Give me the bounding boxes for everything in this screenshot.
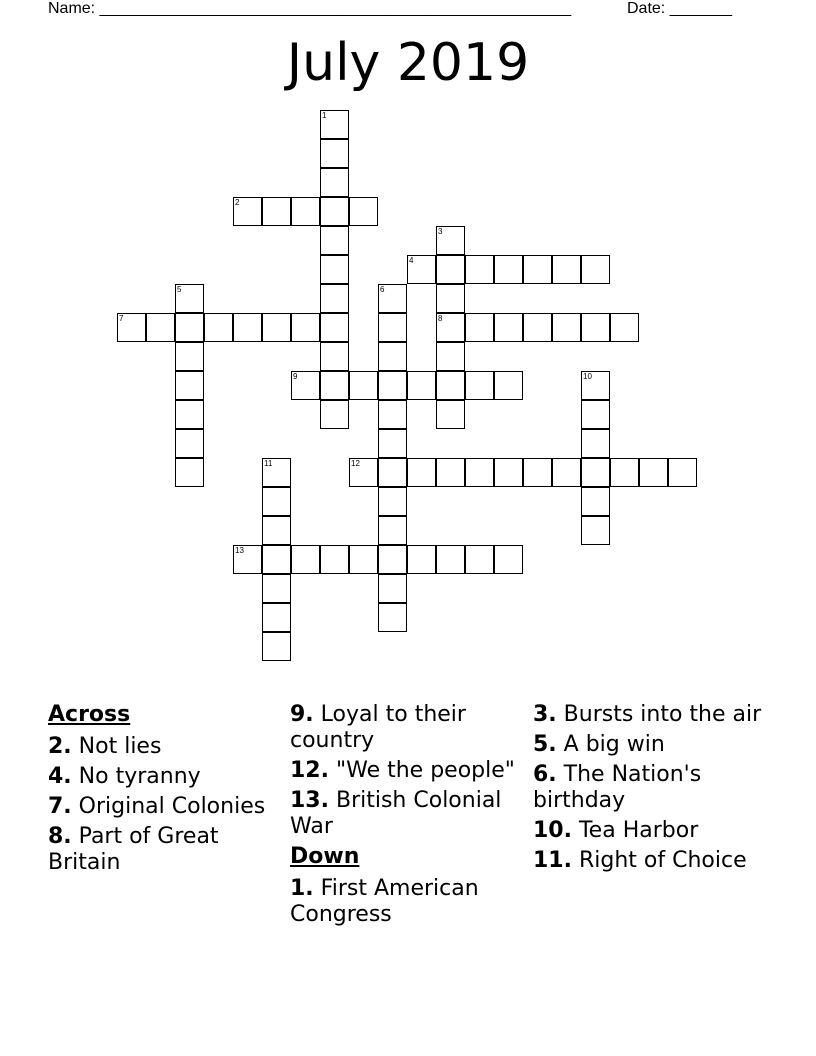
grid-cell[interactable] — [320, 284, 349, 313]
grid-cell[interactable] — [175, 458, 204, 487]
grid-cell[interactable] — [552, 255, 581, 284]
cell-number-8: 8 — [438, 314, 443, 323]
grid-cell[interactable] — [146, 313, 175, 342]
grid-cell[interactable] — [494, 458, 523, 487]
grid-cell[interactable] — [668, 458, 697, 487]
grid-cell[interactable] — [349, 197, 378, 226]
grid-cell[interactable] — [436, 458, 465, 487]
down-clue-11: 11. Right of Choice — [533, 848, 747, 873]
grid-cell[interactable] — [436, 400, 465, 429]
grid-cell[interactable] — [378, 429, 407, 458]
grid-cell[interactable] — [262, 574, 291, 603]
clues-column-1 — [48, 702, 284, 880]
grid-cell[interactable] — [175, 313, 204, 342]
cell-number-9: 9 — [293, 372, 298, 381]
cell-number-1: 1 — [322, 111, 327, 120]
grid-cell[interactable] — [378, 342, 407, 371]
grid-cell[interactable] — [349, 545, 378, 574]
cell-number-5: 5 — [177, 285, 182, 294]
grid-cell[interactable] — [581, 458, 610, 487]
grid-cell[interactable] — [610, 313, 639, 342]
grid-cell[interactable] — [465, 313, 494, 342]
grid-cell[interactable] — [610, 458, 639, 487]
grid-cell[interactable] — [639, 458, 668, 487]
grid-cell[interactable] — [320, 197, 349, 226]
down-clue-6: 6. The Nation's birthday — [533, 762, 702, 813]
across-clue-2: 2. Not lies — [48, 734, 162, 759]
grid-cell[interactable] — [262, 197, 291, 226]
grid-cell[interactable] — [581, 516, 610, 545]
cell-number-6: 6 — [380, 285, 385, 294]
clues-column-3 — [533, 702, 769, 878]
grid-cell[interactable] — [378, 574, 407, 603]
grid-cell[interactable] — [581, 400, 610, 429]
grid-cell[interactable] — [494, 313, 523, 342]
down-clue-1: 1. First American Congress — [290, 876, 479, 927]
date-field: Date: _______ — [627, 0, 732, 17]
grid-cell[interactable] — [175, 342, 204, 371]
cell-number-3: 3 — [438, 227, 443, 236]
grid-cell[interactable] — [320, 168, 349, 197]
grid-cell[interactable] — [262, 603, 291, 632]
grid-cell[interactable] — [233, 313, 262, 342]
cell-number-13: 13 — [235, 546, 244, 555]
down-clue-10: 10. Tea Harbor — [533, 818, 699, 843]
grid-cell[interactable] — [436, 284, 465, 313]
grid-cell[interactable] — [378, 516, 407, 545]
grid-cell[interactable] — [581, 313, 610, 342]
grid-cell[interactable] — [175, 371, 204, 400]
grid-cell[interactable] — [349, 371, 378, 400]
grid-cell[interactable] — [407, 458, 436, 487]
grid-cell[interactable] — [523, 313, 552, 342]
grid-cell[interactable] — [175, 400, 204, 429]
grid-cell[interactable] — [320, 226, 349, 255]
grid-cell[interactable] — [494, 255, 523, 284]
grid-cell[interactable] — [552, 313, 581, 342]
name-field: Name: _____________________________________________________ — [48, 0, 572, 17]
grid-cell[interactable] — [494, 545, 523, 574]
grid-cell[interactable] — [523, 458, 552, 487]
grid-cell[interactable] — [407, 545, 436, 574]
across-clue-9: 9. Loyal to their country — [290, 702, 466, 753]
grid-cell[interactable] — [581, 487, 610, 516]
grid-cell[interactable] — [262, 516, 291, 545]
grid-cell[interactable] — [552, 458, 581, 487]
grid-cell[interactable] — [436, 545, 465, 574]
across-clue-4: 4. No tyranny — [48, 764, 201, 789]
grid-cell[interactable] — [436, 342, 465, 371]
across-clue-13: 13. British Colonial War — [290, 788, 502, 839]
grid-cell[interactable] — [436, 371, 465, 400]
grid-cell[interactable] — [378, 371, 407, 400]
down-heading: Down — [290, 844, 360, 869]
cell-number-2: 2 — [235, 198, 240, 207]
grid-cell[interactable] — [320, 342, 349, 371]
grid-cell[interactable] — [204, 313, 233, 342]
grid-cell[interactable] — [291, 197, 320, 226]
down-clue-5: 5. A big win — [533, 732, 665, 757]
cell-number-12: 12 — [351, 459, 360, 468]
cell-number-10: 10 — [583, 372, 592, 381]
grid-cell[interactable] — [320, 313, 349, 342]
grid-cell[interactable] — [407, 371, 436, 400]
grid-cell[interactable] — [175, 429, 204, 458]
grid-cell[interactable] — [465, 545, 494, 574]
grid-cell[interactable] — [523, 255, 552, 284]
cell-number-11: 11 — [264, 459, 273, 468]
grid-cell[interactable] — [378, 458, 407, 487]
grid-cell[interactable] — [320, 545, 349, 574]
cell-number-7: 7 — [119, 314, 124, 323]
grid-cell[interactable] — [378, 603, 407, 632]
grid-cell[interactable] — [378, 545, 407, 574]
grid-cell[interactable] — [378, 400, 407, 429]
grid-cell[interactable] — [378, 487, 407, 516]
grid-cell[interactable] — [465, 371, 494, 400]
grid-cell[interactable] — [494, 371, 523, 400]
grid-cell[interactable] — [320, 255, 349, 284]
grid-cell[interactable] — [320, 400, 349, 429]
grid-cell[interactable] — [291, 545, 320, 574]
grid-cell[interactable] — [465, 255, 494, 284]
puzzle-title: July 2019 — [286, 33, 530, 93]
across-clue-12: 12. "We the people" — [290, 758, 515, 783]
grid-cell[interactable] — [262, 632, 291, 661]
clues-column-2 — [290, 702, 526, 932]
grid-cell[interactable] — [581, 255, 610, 284]
grid-cell[interactable] — [262, 487, 291, 516]
grid-cell[interactable] — [320, 371, 349, 400]
across-clue-7: 7. Original Colonies — [48, 794, 266, 819]
grid-cell[interactable] — [320, 139, 349, 168]
across-heading: Across — [48, 702, 131, 727]
grid-cell[interactable] — [262, 313, 291, 342]
grid-cell[interactable] — [436, 255, 465, 284]
down-clue-3: 3. Bursts into the air — [533, 702, 762, 727]
grid-cell[interactable] — [581, 429, 610, 458]
cell-number-4: 4 — [409, 256, 414, 265]
grid-cell[interactable] — [262, 545, 291, 574]
grid-cell[interactable] — [291, 313, 320, 342]
grid-cell[interactable] — [378, 313, 407, 342]
grid-cell[interactable] — [465, 458, 494, 487]
across-clue-8: 8. Part of Great Britain — [48, 824, 219, 875]
